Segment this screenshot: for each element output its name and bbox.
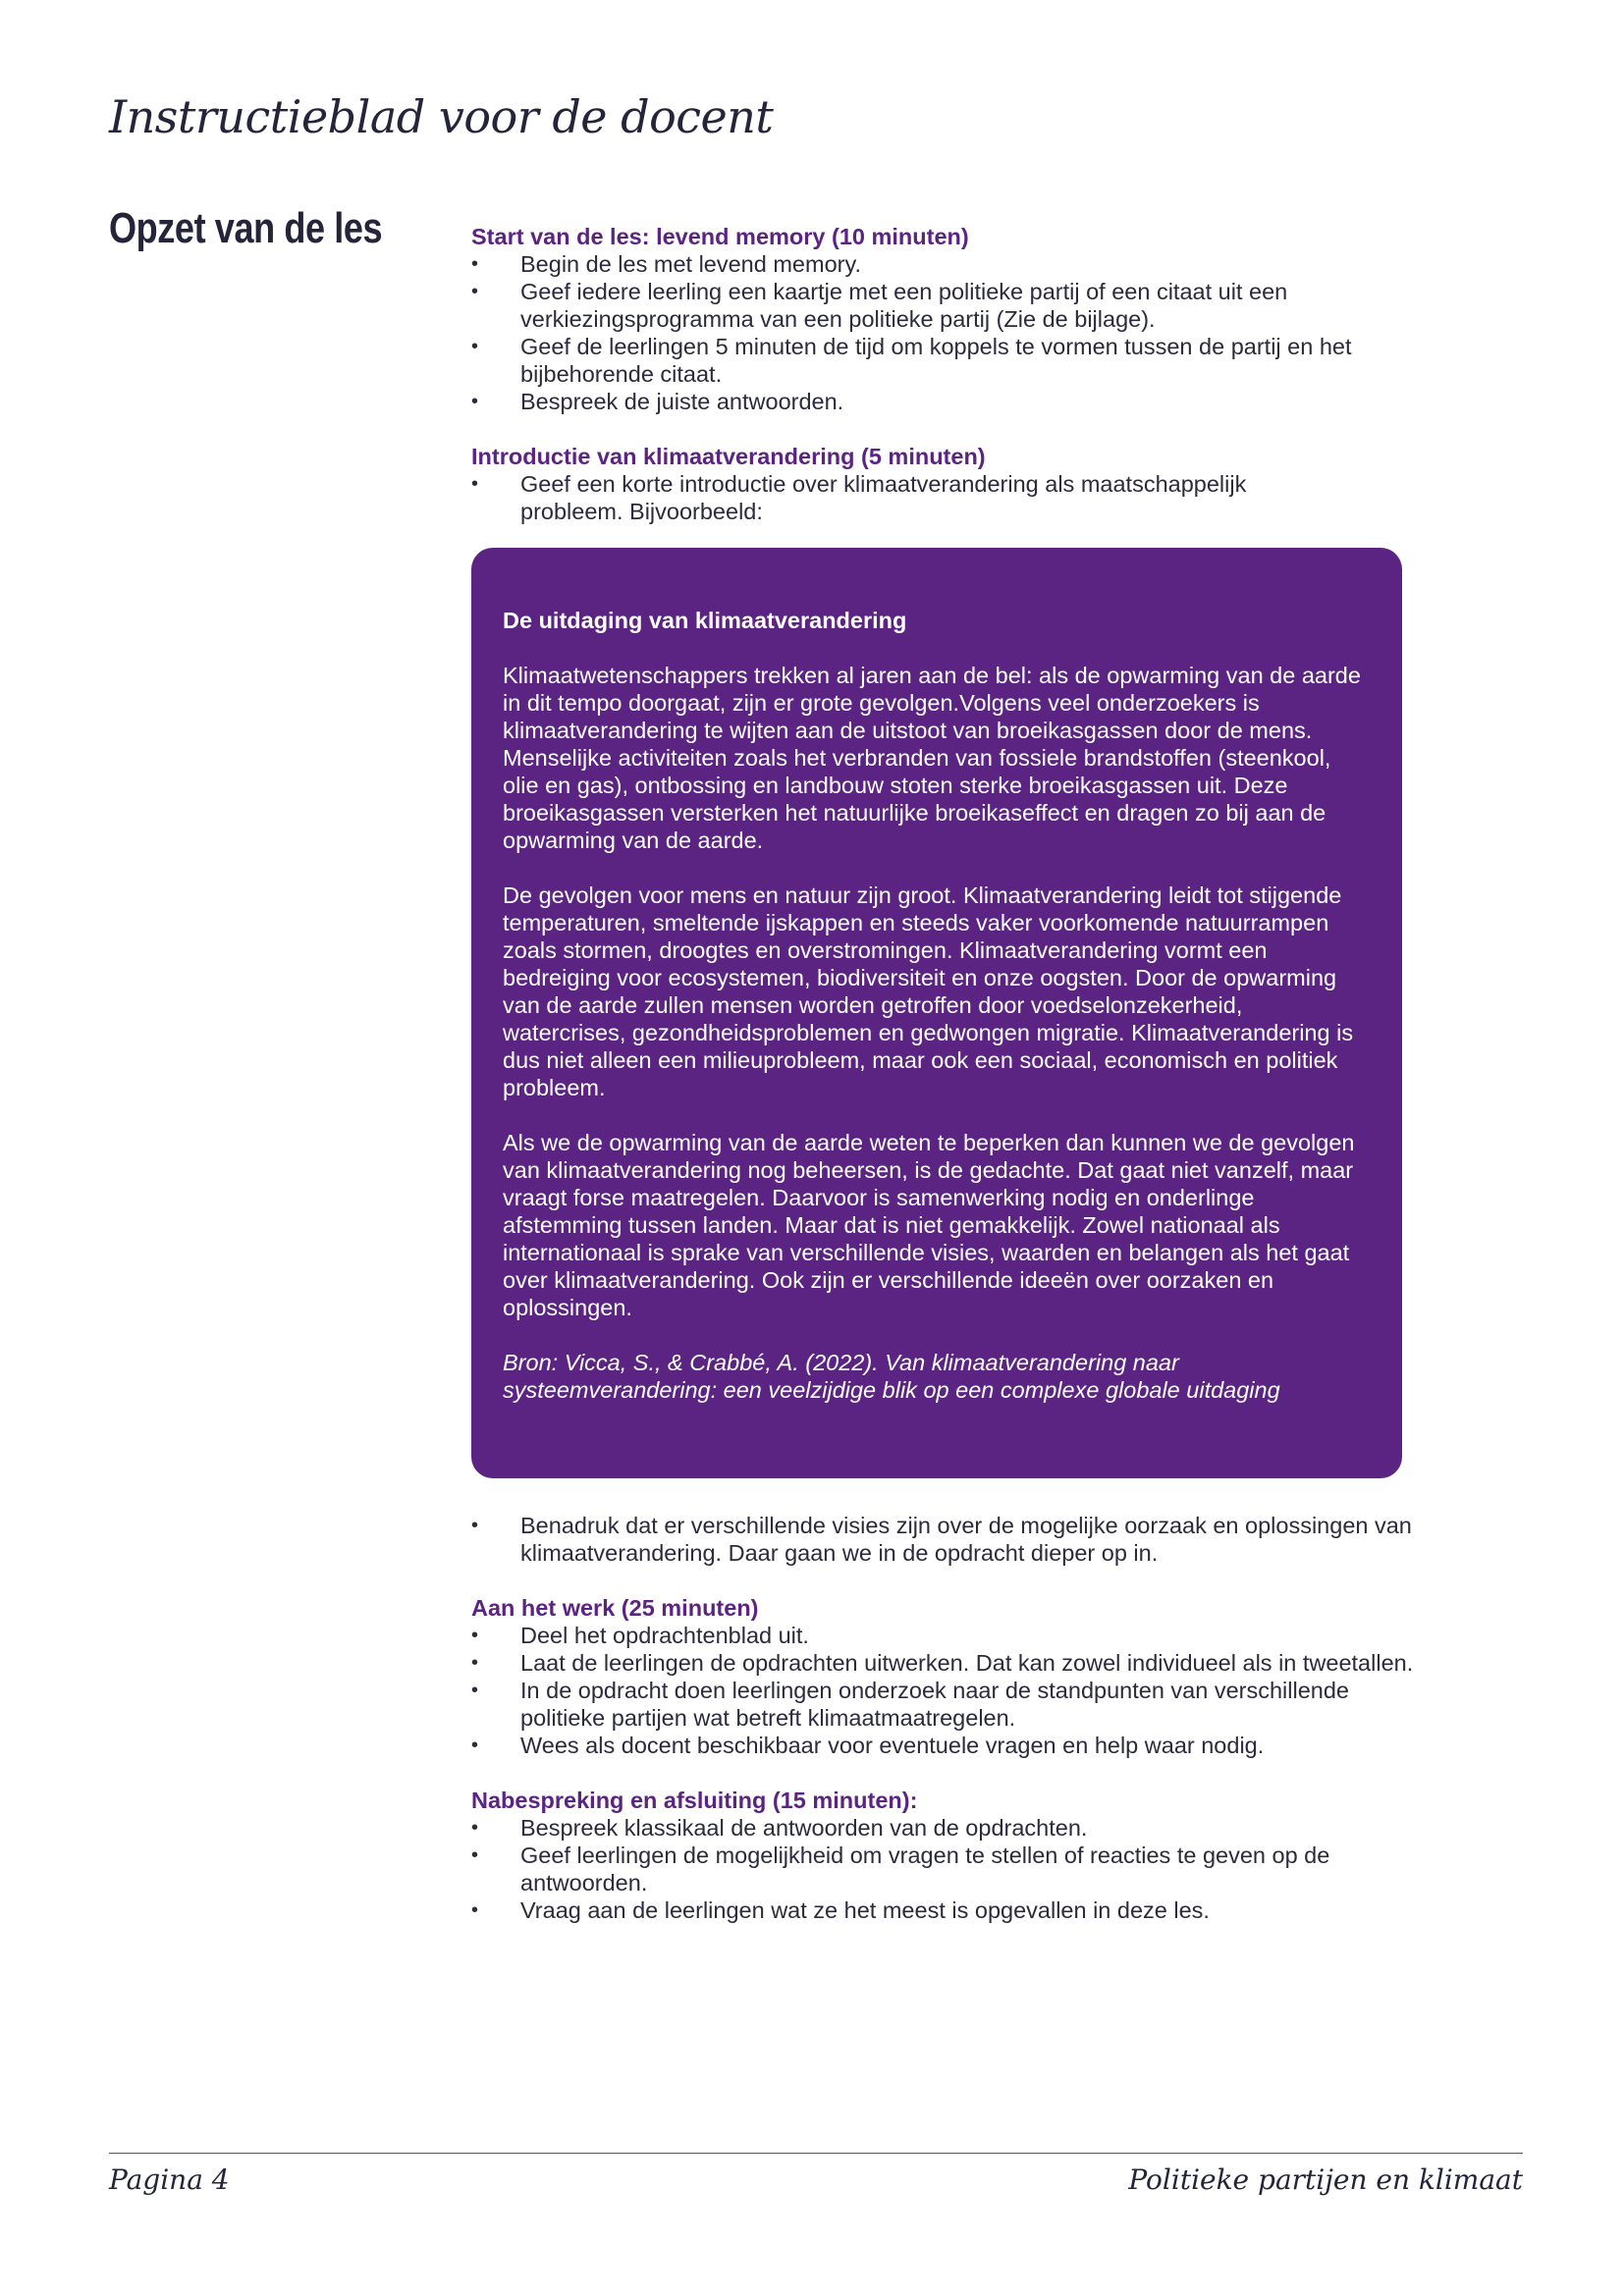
list-item: • Bespreek klassikaal de antwoorden van de opdrachten. — [471, 1814, 1414, 1842]
page-title: Instructieblad voor de docent — [109, 90, 774, 143]
list-item: • Vraag aan de leerlingen wat ze het meest is opgevallen in deze les. — [471, 1896, 1414, 1924]
box-title: De uitdaging van klimaatverandering — [503, 608, 907, 633]
list-item: • Geef iedere leerling een kaartje met een politieke partij of een citaat uit een verkiezingsprogramma van een politieke partij (Zie de bijlage). — [471, 278, 1414, 333]
list-item: • Begin de les met levend memory. — [471, 250, 1414, 278]
list-item: • Deel het opdrachtenblad uit. — [471, 1622, 1414, 1649]
list-item: • Geef de leerlingen 5 minuten de tijd om koppels te vormen tussen de partij en het bijbehorende citaat. — [471, 333, 1414, 388]
document-title: Politieke partijen en klimaat — [1128, 2163, 1523, 2196]
list-item: • In de opdracht doen leerlingen onderzoek naar de standpunten van verschillende politieke partijen wat betreft klimaatmaatregelen. — [471, 1677, 1414, 1732]
section-heading: Aan het werk (25 minuten) — [471, 1595, 759, 1621]
footer-divider — [109, 2153, 1523, 2154]
section-heading: Introductie van klimaatverandering (5 minuten) — [471, 444, 986, 469]
section-heading: Nabespreking en afsluiting (15 minuten): — [471, 1788, 918, 1813]
page-number: Pagina 4 — [109, 2163, 230, 2196]
section-heading: Start van de les: levend memory (10 minuten) — [471, 224, 969, 249]
list-item: • Bespreek de juiste antwoorden. — [471, 388, 1414, 415]
box-source: Bron: Vicca, S., & Crabbé, A. (2022). Van klimaatverandering naar systeemverandering: een veelzijdige blik op een complexe globale uitdaging — [503, 1350, 1280, 1403]
list-item: • Laat de leerlingen de opdrachten uitwerken. Dat kan zowel individueel als in tweetallen. — [471, 1649, 1414, 1677]
box-paragraph: Als we de opwarming van de aarde weten te beperken dan kunnen we de gevolgen van klimaatverandering nog beheersen, is de gedachte. Dat gaat niet vanzelf, maar vraagt forse maatregelen. Daarvoor is samenwerking nodig en onderlinge afstemming tussen landen. Maar dat is niet gemakkelijk. Zowel nationaal als internationaal is sprake van verschillende visies, waarden en belangen als het gaat over klimaatverandering. Ook zijn er verschillende ideeën over oorzaken en oplossingen. — [503, 1130, 1355, 1320]
box-paragraph: Klimaatwetenschappers trekken al jaren aan de bel: als de opwarming van de aarde in dit tempo doorgaat, zijn er grote gevolgen.Volgens veel onderzoekers is klimaatverandering te wijten aan de uitstoot van broeikasgassen door de mens. Menselijke activiteiten zoals het verbranden van fossiele brandstoffen (steenkool, olie en gas), ontbossing en landbouw stoten sterke broeikasgassen uit. Deze broeikasgassen versterken het natuurlijke broeikaseffect en dragen zo bij aan de opwarming van de aarde. — [503, 663, 1361, 853]
lesson-start-section — [471, 223, 1414, 525]
box-paragraph: De gevolgen voor mens en natuur zijn groot. Klimaatverandering leidt tot stijgende temperaturen, smeltende ijskappen en steeds vaker voorkomende natuurrampen zoals stormen, droogtes en overstromingen. Klimaatverandering vormt een bedreiging voor ecosystemen, biodiversiteit en onze oogsten. Door de opwarming van de aarde zullen mensen worden getroffen door voedselonzekerheid, watercrises, gezondheidsproblemen en gedwongen migratie. Klimaatverandering is dus niet alleen een milieuprobleem, maar ook een sociaal, economisch en politiek probleem. — [503, 882, 1354, 1100]
list-item: • Wees als docent beschikbaar voor eventuele vragen en help waar nodig. — [471, 1732, 1414, 1759]
info-box — [471, 548, 1402, 1478]
list-item: • Benadruk dat er verschillende visies zijn over de mogelijke oorzaak en oplossingen van klimaatverandering. Daar gaan we in de opdracht dieper op in. — [471, 1512, 1414, 1567]
list-item: • Geef leerlingen de mogelijkheid om vragen te stellen of reacties te geven op de antwoorden. — [471, 1842, 1414, 1896]
section-title: Opzet van de les — [109, 204, 383, 252]
list-item: • Geef een korte introductie over klimaatverandering als maatschappelijk probleem. Bijvoorbeeld: — [471, 470, 1335, 525]
after-box-section — [471, 1512, 1414, 1924]
